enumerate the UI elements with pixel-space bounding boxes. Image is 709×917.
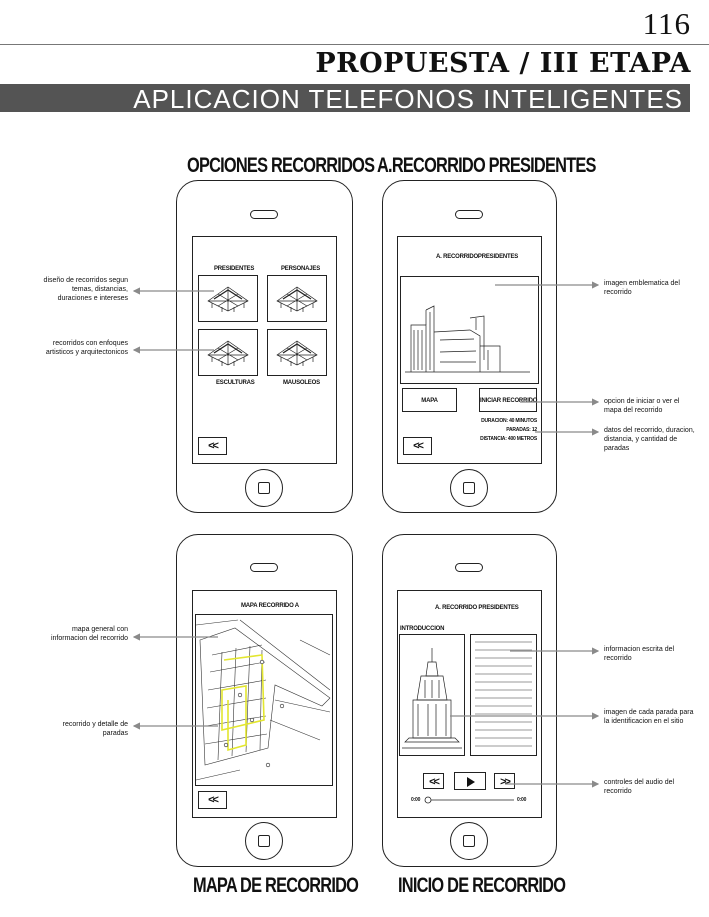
route-duration: DURACION: 40 MINUTOS [481,418,537,424]
audio-next-button[interactable]: >> [494,773,515,789]
back-button[interactable]: << [198,437,227,455]
section-title-recorrido-a: A.RECORRIDO PRESIDENTES [377,154,596,177]
audio-time-start: 0:00 [411,797,421,803]
back-button[interactable]: << [198,791,227,809]
annotation-general-map: mapa general con informacion del recorrido [50,626,128,642]
annotation-route-data: datos del recorrido, duracion, distancia, y cantidad de paradas [604,427,695,452]
page-subtitle: APLICACION TELEFONOS INTELIGENTES [133,84,683,114]
section-title-opciones: OPCIONES RECORRIDOS [187,154,375,177]
audio-prev-button[interactable]: << [423,773,444,789]
section-label: INTRODUCCION [400,626,445,632]
back-button[interactable]: << [403,437,432,455]
screen-heading: MAPA RECORRIDO A [241,603,299,609]
map-button[interactable]: MAPA [402,388,457,412]
section-title-mapa: MAPA DE RECORRIDO [193,874,359,897]
screen-heading: A. RECORRIDO PRESIDENTES [435,605,519,611]
tile-label-mausoleos: MAUSOLEOS [283,380,320,386]
annotation-route-stops: recorrido y detalle de paradas [62,721,128,737]
annotation-emblematic-image: imagen emblematica del recorrido [604,280,680,296]
annotation-artistic-focus: recorridos con enfoques artisticos y arquitectonicos [45,340,128,356]
route-stops: PARADAS: 12 [506,427,537,433]
tile-label-esculturas: ESCULTURAS [216,380,255,386]
annotation-route-design: diseño de recorridos segun temas, distancias, duraciones e intereses [43,277,128,302]
audio-time-end: 0:00 [517,797,527,803]
section-title-inicio: INICIO DE RECORRIDO [398,874,566,897]
route-distance: DISTANCIA: 400 METROS [480,436,537,442]
start-route-button[interactable]: INICIAR RECORRIDO [479,388,537,412]
page-number: 116 [642,6,691,41]
tile-label-presidentes: PRESIDENTES [214,266,255,272]
annotation-audio-controls: controles del audio del recorrido [604,779,675,795]
annotation-stop-image: imagen de cada parada para la identificacion en el sitio [604,709,694,725]
tile-label-personajes: PERSONAJES [281,266,321,272]
annotation-start-or-map: opcion de iniciar o ver el mapa del recorrido [604,398,680,414]
page-title: PROPUESTA / III ETAPA [315,48,691,79]
annotation-written-info: informacion escrita del recorrido [604,646,675,662]
screen-heading: A. RECORRIDOPRESIDENTES [436,254,519,260]
